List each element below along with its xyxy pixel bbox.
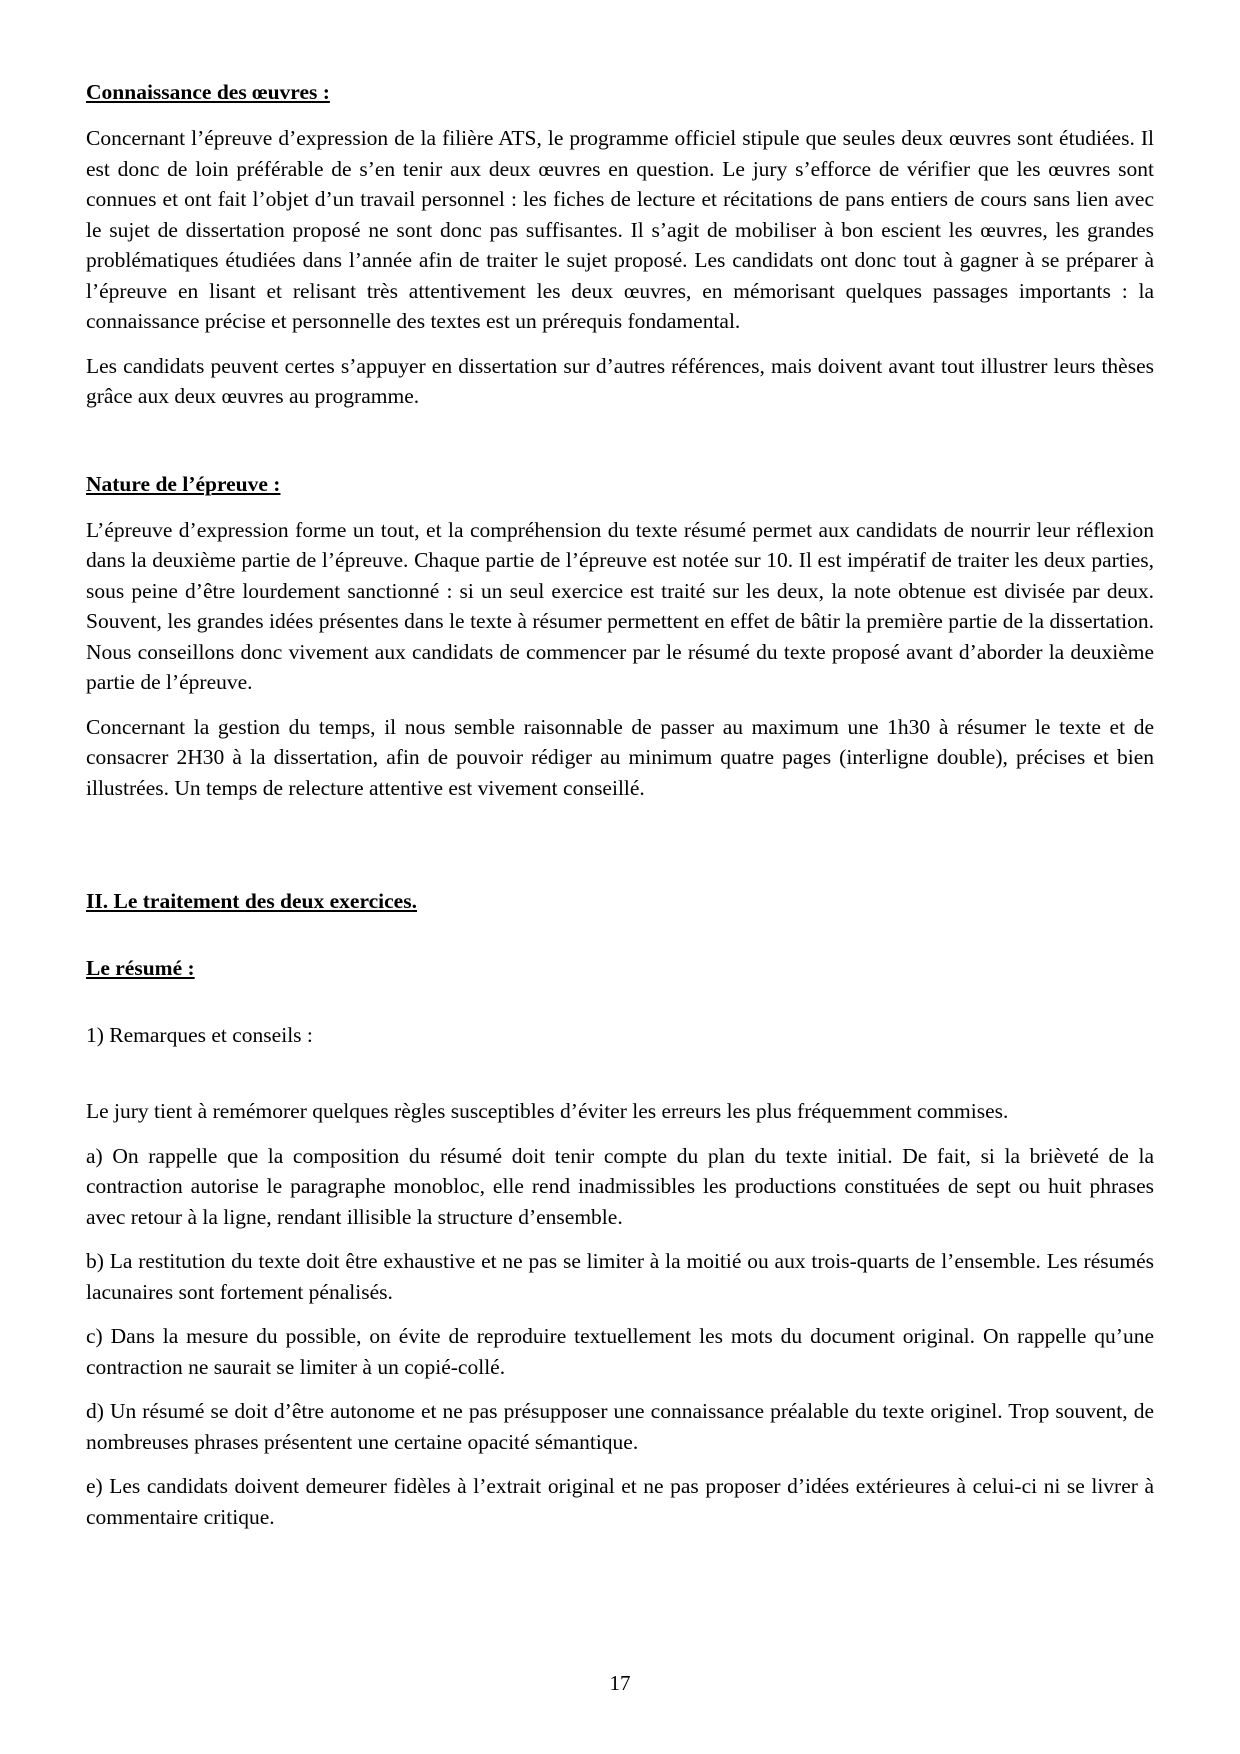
- list-item-b: b) La restitution du texte doit être exhaustive et ne pas se limiter à la moitié ou aux trois-quarts de l’ensemble. Les résumés lacunaires sont fortement pénalisés.: [86, 1249, 1154, 1304]
- list-item-c: c) Dans la mesure du possible, on évite de reproduire textuellement les mots du document original. On rappelle qu’une contraction ne saurait se limiter à un copié-collé.: [86, 1324, 1154, 1379]
- paragraph-nature-2: Concernant la gestion du temps, il nous semble raisonnable de passer au maximum une 1h30 à résumer le texte et de consacrer 2H30 à la dissertation, afin de pouvoir rédiger au minimum quatre pages (interligne double), précises et bien illustrées. Un temps de relecture attentive est vivement conseillé.: [86, 714, 1154, 800]
- list-item-d: d) Un résumé se doit d’être autonome et ne pas présupposer une connaissance préalable du texte originel. Trop souvent, de nombreuses phrases présentent une certaine opacité sémantique.: [86, 1399, 1154, 1454]
- paragraph-intro: Le jury tient à remémorer quelques règles susceptibles d’éviter les erreurs les plus fréquemment commises.: [86, 1099, 1009, 1124]
- spacer-after-resume-heading: [86, 981, 1154, 1023]
- resume-heading: Le résumé :: [86, 956, 195, 981]
- spacer-after-part-title: [86, 914, 1154, 956]
- section-heading-connaissance: Connaissance des œuvres :: [86, 80, 330, 104]
- spacer-after-subsection-label: [86, 1048, 1154, 1096]
- list-item-a: a) On rappelle que la composition du résumé doit tenir compte du plan du texte initial. De fait, si la brièveté de la contraction autorise le paragraphe monobloc, elle rend inadmissibles les productions constituées de sept ou huit phrases avec retour à la ligne, rendant illisible la structure d’ensemble.: [86, 1143, 1154, 1229]
- paragraph-connaissance-1: Concernant l’épreuve d’expression de la filière ATS, le programme officiel stipule que seules deux œuvres sont étudiées. Il est donc de loin préférable de s’en tenir aux deux œuvres en question. Le jury s’efforce de vérifier que les œuvres sont connues et ont fait l’objet d’un travail personnel : les fiches de lecture et récitations de pans entiers de cours sans lien avec le sujet de dissertation proposé ne sont donc pas suffisantes. Il s’agit de mobiliser à bon escient les œuvres, les grandes problématiques étudiées dans l’année afin de traiter le sujet proposé. Les candidats ont donc tout à gagner à se préparer à l’épreuve en lisant et relisant très attentivement les deux œuvres, en mémorisant quelques passages importants : la connaissance précise et personnelle des textes est un prérequis fondamental.: [86, 126, 1154, 334]
- page-number: 17: [609, 1671, 631, 1695]
- spacer-after-connaissance: [86, 426, 1154, 470]
- paragraph-nature-1: L’épreuve d’expression forme un tout, et la compréhension du texte résumé permet aux candidats de nourrir leur réflexion dans la deuxième partie de l’épreuve. Chaque partie de l’épreuve est notée sur 10. Il est impératif de traiter les deux parties, sous peine d’être lourdement sanctionné : si un seul exercice est traité sur les deux, la note obtenue est divisée par deux. Souvent, les grandes idées présentes dans le texte à résumer permettent en effet de bâtir la première partie de la dissertation. Nous conseillons donc vivement aux candidats de commencer par le résumé du texte proposé avant d’aborder la deuxième partie de l’épreuve.: [86, 517, 1154, 695]
- part-title: II. Le traitement des deux exercices.: [86, 889, 417, 914]
- spacer-before-part-title: [86, 817, 1154, 889]
- paragraph-connaissance-2: Les candidats peuvent certes s’appuyer en dissertation sur d’autres références, mais doivent avant tout illustrer leurs thèses grâce aux deux œuvres au programme.: [86, 353, 1154, 409]
- section-heading-nature: Nature de l’épreuve :: [86, 471, 281, 496]
- subsection-label: 1) Remarques et conseils :: [86, 1023, 313, 1048]
- list-item-e: e) Les candidats doivent demeurer fidèles à l’extrait original et ne pas proposer d’idées extérieures à celui-ci ni se livrer à commentaire critique.: [86, 1474, 1154, 1529]
